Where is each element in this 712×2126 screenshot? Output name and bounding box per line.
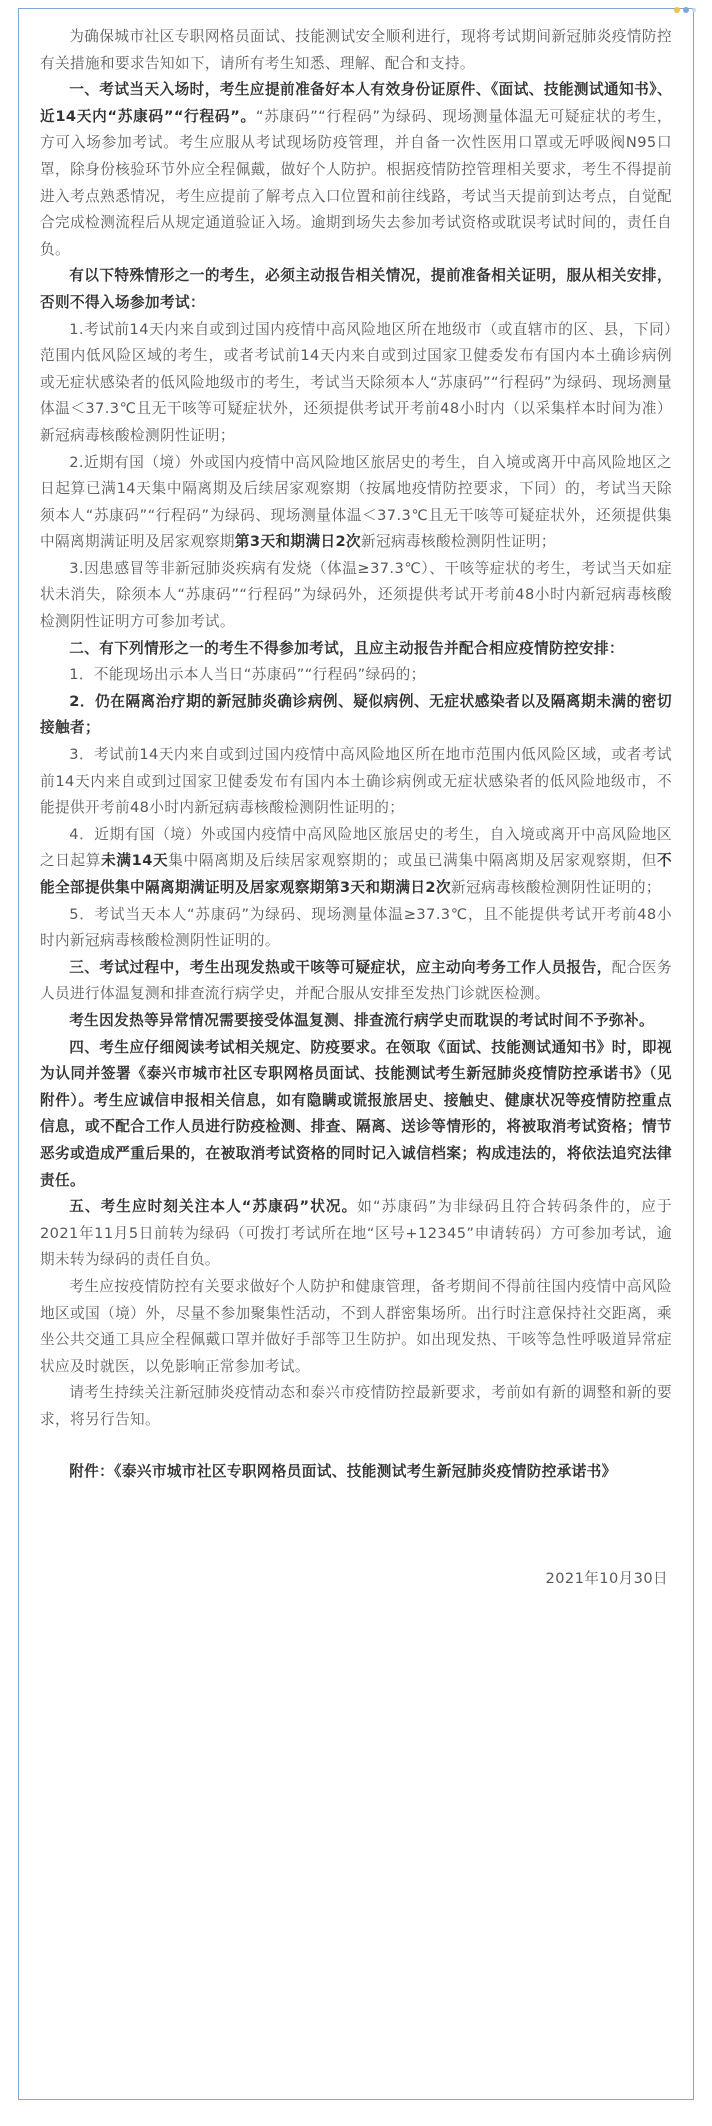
exclusion-4-middle: 集中隔离期及后续居家观察期的；或虽已满集中隔离期及居家观察期，但 (168, 852, 657, 870)
article-body (40, 24, 672, 1593)
closing-paragraph: 请考生持续关注新冠肺炎疫情动态和泰兴市疫情防控最新要求，考前如有新的调整和新的要求，将另行告知。 (40, 1384, 672, 1428)
spacer (40, 1433, 672, 1459)
section-1-heading: 一、考试当天入场时，考生应提前准备好本人有效身份证原件、《面试、技能测试通知书》、近14天内“苏康码”“行程码”。 (40, 81, 672, 125)
dot-icon (683, 7, 689, 13)
special-case-3: 3.因患感冒等非新冠肺炎疾病有发烧（体温≥37.3℃）、干咳等症状的考生，考试当天如症状未消失，除须本人“苏康码”“行程码”为绿码外，还须提供考试开考前48小时内新冠病毒核酸检测阴性证明方可参加考试。 (40, 559, 672, 631)
dot-icon (692, 8, 696, 12)
spacer (40, 1486, 672, 1566)
section-5-paragraph (40, 1194, 672, 1274)
section-1-paragraph (40, 77, 672, 263)
section-3-paragraph (40, 955, 672, 1008)
special-case-2 (40, 450, 672, 556)
exclusion-5: 5．考试当天本人“苏康码”为绿码、现场测量体温≥37.3℃，且不能提供考试开考前48小时内新冠病毒核酸检测阴性证明的。 (40, 905, 672, 950)
exclusion-1: 1．不能现场出示本人当日“苏康码”“行程码”绿码的； (69, 666, 426, 684)
corner-decoration (674, 4, 700, 16)
exclusion-3: 3．考试前14天内来自或到过国内疫情中高风险地区所在地市范围内低风险区域，或者考试前14天内来自或到过国家卫健委发布有国内本土确诊病例或无症状感染者的低风险地级市，不能提供开考前48小时内新冠病毒核酸检测阴性证明的； (40, 746, 672, 817)
exclusion-4 (40, 822, 672, 902)
date-line: 2021年10月30日 (545, 1570, 668, 1588)
intro-paragraph: 为确保城市社区专职网格员面试、技能测试安全顺利进行，现将考试期间新冠肺炎疫情防控有关措施和要求告知如下，请所有考生知悉、理解、配合和支持。 (40, 28, 672, 72)
special-case-2-text: 2.近期有国（境）外或国内疫情中高风险地区旅居史的考生，自入境或离开中高风险地区之日起算已满14天集中隔离期及后续居家观察期（按属地疫情防控要求，下同）的，考试当天除须本人“苏康码”“行程码”为绿码、现场测量体温＜37.3℃且无干咳等可疑症状外，还须提供集中隔离期满证明及居家观察期 (40, 453, 672, 551)
special-case-2-emphasis: 第3天和期满日2次 (234, 533, 361, 551)
section-3-note: 考生因发热等异常情况需要接受体温复测、排查流行病学史而耽误的考试时间不予弥补。 (69, 1011, 654, 1029)
exclusion-4-emphasis: 未满14天 (101, 852, 169, 870)
section-3-heading: 三、考试过程中，考生出现发热或干咳等可疑症状，应主动向考务工作人员报告， (69, 958, 612, 976)
special-case-1: 1.考试前14天内来自或到过国内疫情中高风险地区所在地级市（或直辖市的区、县，下同）范围内低风险区域的考生，或者考试前14天内来自或到过国家卫健委发布有国内本土确诊病例或无症状感染者的低风险地级市的考生，考试当天除须本人“苏康码”“行程码”为绿码、现场测量体温＜37.3℃且无干咳等可疑症状外，还须提供考试开考前48小时内（以采集样本时间为准）新冠病毒核酸检测阴性证明； (40, 320, 672, 444)
section-5-heading: 五、考生应时刻关注本人“苏康码”状况。 (69, 1198, 358, 1216)
section-5-text: 如“苏康码”为非绿码且符合转码条件的，应于2021年11月5日前转为绿码（可拨打考试所在地“区号+12345”申请转码）方可参加考试，逾期未转为绿码的责任自负。 (40, 1198, 672, 1269)
dot-icon (674, 7, 680, 13)
exclusion-2: 2．仍在隔离治疗期的新冠肺炎确诊病例、疑似病例、无症状感染者以及隔离期未满的密切接触者； (40, 692, 672, 737)
exclusion-4-tail: 新冠病毒核酸检测阴性证明的； (450, 879, 661, 896)
attachment-line: 附件：《泰兴市城市社区专职网格员面试、技能测试考生新冠肺炎疫情防控承诺书》 (69, 1463, 617, 1481)
special-case-2-tail: 新冠病毒核酸检测阴性证明； (361, 533, 556, 551)
section-2-heading: 二、有下列情形之一的考生不得参加考试，且应主动报告并配合相应疫情防控安排： (69, 639, 624, 657)
section-1-text: “苏康码”“行程码”为绿码、现场测量体温无可疑症状的考生，方可入场参加考试。考生应服从考试现场防疫管理，并自备一次性医用口罩或无呼吸阀N95口罩，除身份核验环节外应全程佩戴，做好个人防护。根据疫情防控管理相关要求，考生不得提前进入考点熟悉情况，考生应提前了解考点入口位置和前往线路，考试当天提前到达考点，自觉配合完成检测流程后从规定通道验证入场。逾期到场失去参加考试资格或耽误考试时间的，责任自负。 (40, 107, 672, 258)
exclusion-4-emphasis-2: 不能全部提供集中隔离期满证明及居家观察期第3天和期满日2次 (40, 852, 672, 896)
section-3-text: 配合医务人员进行体温复测和排查流行病学史，并配合服从安排至发热门诊就医检测。 (40, 958, 672, 1003)
exclusion-4-text: 4．近期有国（境）外或国内疫情中高风险地区旅居史的考生，自入境或离开中高风险地区之日起算 (40, 825, 672, 870)
section-4-paragraph: 四、考生应仔细阅读考试相关规定、防疫要求。在领取《面试、技能测试通知书》时，即视为认同并签署《泰兴市城市社区专职网格员面试、技能测试考生新冠肺炎疫情防控承诺书》（见附件）。考生应诚信申报相关信息，如有隐瞒或谎报旅居史、接触史、健康状况等疫情防控重点信息，或不配合工作人员进行防疫检测、排查、隔离、送诊等情形的，将被取消考试资格；情节恶劣或造成严重后果的，在被取消考试资格的同时记入诚信档案；构成违法的，将依法追究法律责任。 (40, 1038, 672, 1189)
special-cases-heading: 有以下特殊情形之一的考生，必须主动报告相关情况，提前准备相关证明，服从相关安排，否则不得入场参加考试： (40, 267, 672, 311)
health-paragraph: 考生应按疫情防控有关要求做好个人防护和健康管理，备考期间不得前往国内疫情中高风险地区或国（境）外，尽量不参加聚集性活动，不到人群密集场所。出行时注意保持社交距离，乘坐公共交通工具应全程佩戴口罩并做好手部等卫生防护。如出现发热、干咳等急性呼吸道异常症状应及时就医，以免影响正常参加考试。 (40, 1277, 672, 1375)
